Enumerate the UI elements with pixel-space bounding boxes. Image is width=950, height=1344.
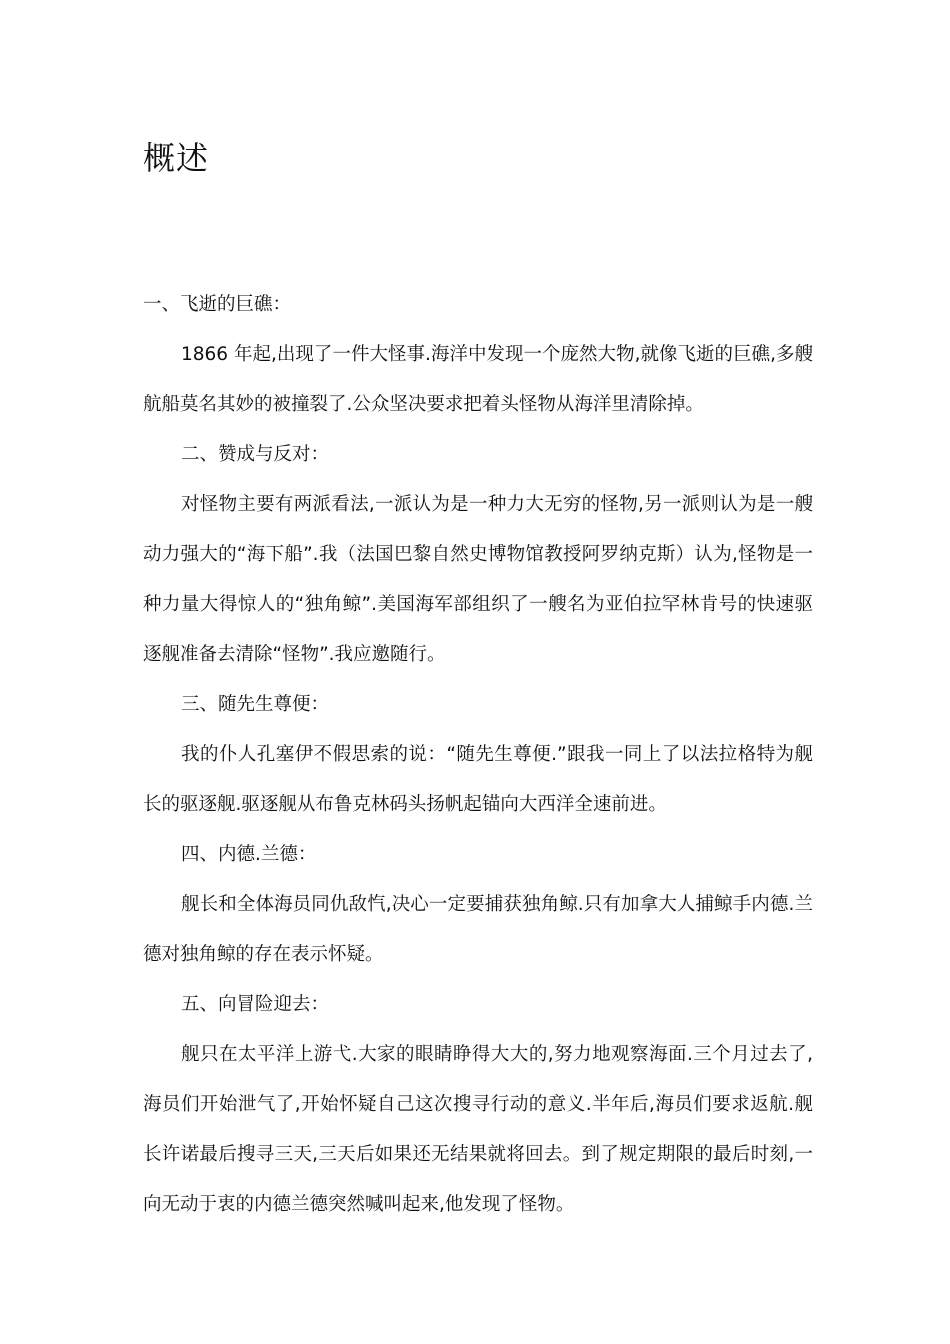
section-paragraph-3: 我的仆人孔塞伊不假思索的说：“随先生尊便.”跟我一同上了以法拉格特为舰长的驱逐舰.驱逐舰从布鲁克林码头扬帆起锚向大西洋全速前进。 <box>143 744 813 815</box>
section-heading-5: 五、向冒险迎去： <box>181 994 330 1015</box>
section-paragraph-1: 1866 年起,出现了一件大怪事.海洋中发现一个庞然大物,就像飞逝的巨礁,多艘航船莫名其妙的被撞裂了.公众坚决要求把着头怪物从海洋里清除掉。 <box>143 344 813 415</box>
section-heading-3: 三、随先生尊便： <box>181 694 330 715</box>
page-title: 概述 <box>143 139 210 177</box>
section-paragraph-5: 舰只在太平洋上游弋.大家的眼睛睁得大大的,努力地观察海面.三个月过去了,海员们开始泄气了,开始怀疑自己这次搜寻行动的意义.半年后,海员们要求返航.舰长许诺最后搜寻三天,三天后如果还无结果就将回去。到了规定期限的最后时刻,一向无动于衷的内德兰德突然喊叫起来,他发现了怪物。 <box>143 1044 813 1215</box>
section-heading-1: 一、飞逝的巨礁： <box>143 294 292 315</box>
section-paragraph-4: 舰长和全体海员同仇敌忾,决心一定要捕获独角鲸.只有加拿大人捕鲸手内德.兰德对独角鲸的存在表示怀疑。 <box>143 894 813 965</box>
document-body <box>143 280 813 1230</box>
section-paragraph-2: 对怪物主要有两派看法,一派认为是一种力大无穷的怪物,另一派则认为是一艘动力强大的“海下船”.我（法国巴黎自然史博物馆教授阿罗纳克斯）认为,怪物是一种力量大得惊人的“独角鲸”.美国海军部组织了一艘名为亚伯拉罕林肯号的快速驱逐舰准备去清除“怪物”.我应邀随行。 <box>143 494 813 665</box>
section-heading-2: 二、赞成与反对： <box>181 444 330 465</box>
section-heading-4: 四、内德.兰德： <box>181 844 317 865</box>
